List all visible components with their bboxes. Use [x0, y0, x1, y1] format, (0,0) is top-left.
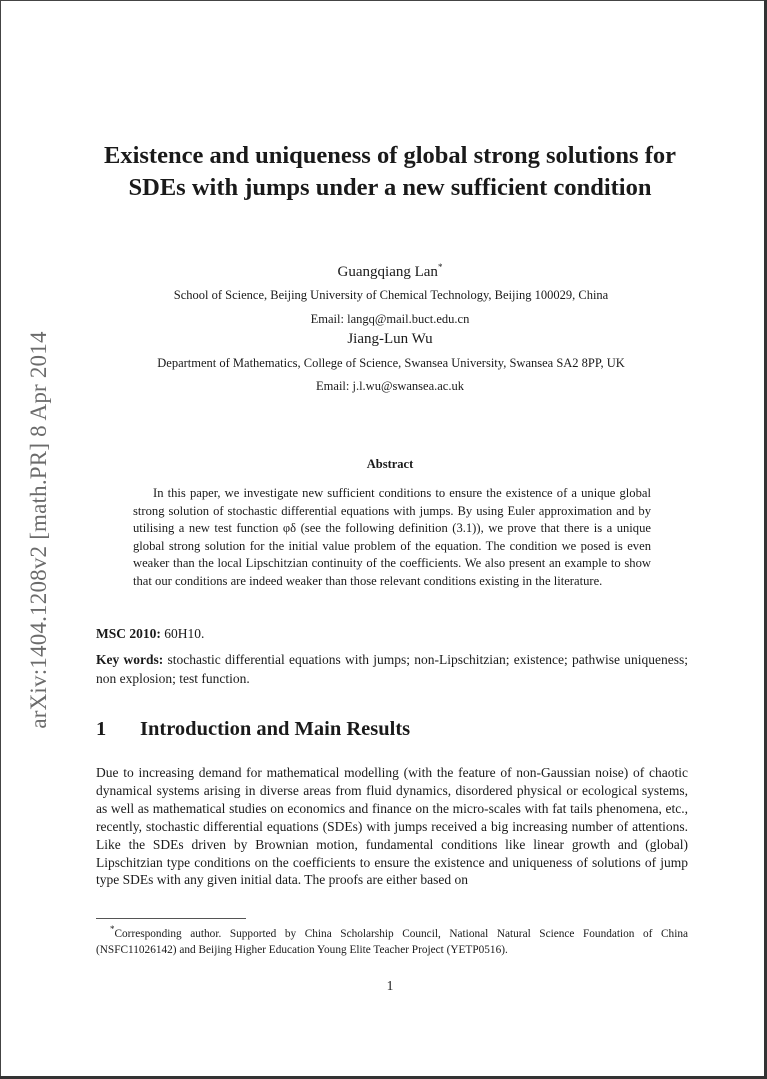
keywords-label: Key words:: [96, 652, 164, 667]
footnote-text: Corresponding author. Supported by China Scholarship Council, National Natural Science Foundation of China (NSFC11026142) and Beijing Higher Education Young Elite Teacher Project (YETP0516).: [96, 927, 688, 957]
author-name-text: Guangqiang Lan: [337, 264, 438, 280]
author-affiliation: School of Science, Beijing University of Chemical Technology, Beijing 100029, China: [173, 288, 609, 302]
author-name: Jiang-Lun Wu: [347, 331, 433, 347]
footnote-divider: [96, 918, 246, 919]
author-affiliation: Department of Mathematics, College of Science, Swansea University, Swansea SA2 8PP, UK: [157, 356, 625, 370]
author-email: Email: langq@mail.buct.edu.cn: [310, 312, 470, 326]
section-number: 1: [96, 718, 107, 740]
footnote-marker: *: [437, 262, 443, 272]
msc-label: MSC 2010:: [96, 626, 161, 641]
msc-value: 60H10.: [164, 626, 205, 641]
author-email: Email: j.l.wu@swansea.ac.uk: [316, 379, 464, 393]
author-name: [90, 262, 690, 281]
abstract-text: In this paper, we investigate new sufficient conditions to ensure the existence of a unique global strong solution of stochastic differential equations with jumps. By using Euler approximation and by utilising a new test function φδ (see the following definition (3.1)), we prove that there is a unique global strong solution for the initial value problem of the equation. The condition we posed is even weaker than the local Lipschitzian continuity of the coefficients. We also present an example to show that our conditions are indeed weaker than those relevant conditions existing in the literature.: [133, 486, 651, 588]
keywords-value: stochastic differential equations with jumps; non-Lipschitzian; existence; pathwise uniqueness; non explosion; test function.: [96, 652, 689, 686]
msc-classification: [96, 626, 204, 642]
section-heading: [96, 718, 410, 741]
arxiv-identifier-stamp: arXiv:1404.1208v2 [math.PR] 8 Apr 2014: [26, 331, 51, 729]
section-title: Introduction and Main Results: [140, 718, 411, 740]
page-number: 1: [386, 978, 394, 993]
footnote: [96, 921, 688, 959]
abstract-heading: Abstract: [366, 457, 414, 471]
section-body-text: Due to increasing demand for mathematical modelling (with the feature of non-Gaussian noise) of chaotic dynamical systems arising in diverse areas from fluid dynamics, disordered physical or ecological systems, as well as mathematical studies on economics and finance on the micro-scales with fat tails phenomena, etc., recently, stochastic differential equations (SDEs) with jumps received a big increasing number of attentions. Like the SDEs driven by Brownian motion, fundamental conditions like linear growth and (global) Lipschitzian type conditions on the coefficients to ensure the existence and uniqueness of solutions of jump type SDEs with any given initial data. The proofs are either based on: [96, 765, 688, 888]
footnote-marker: *: [110, 924, 115, 934]
keywords: [96, 651, 688, 688]
paper-title: Existence and uniqueness of global strong solutions for SDEs with jumps under a new sufficient condition: [104, 142, 676, 201]
